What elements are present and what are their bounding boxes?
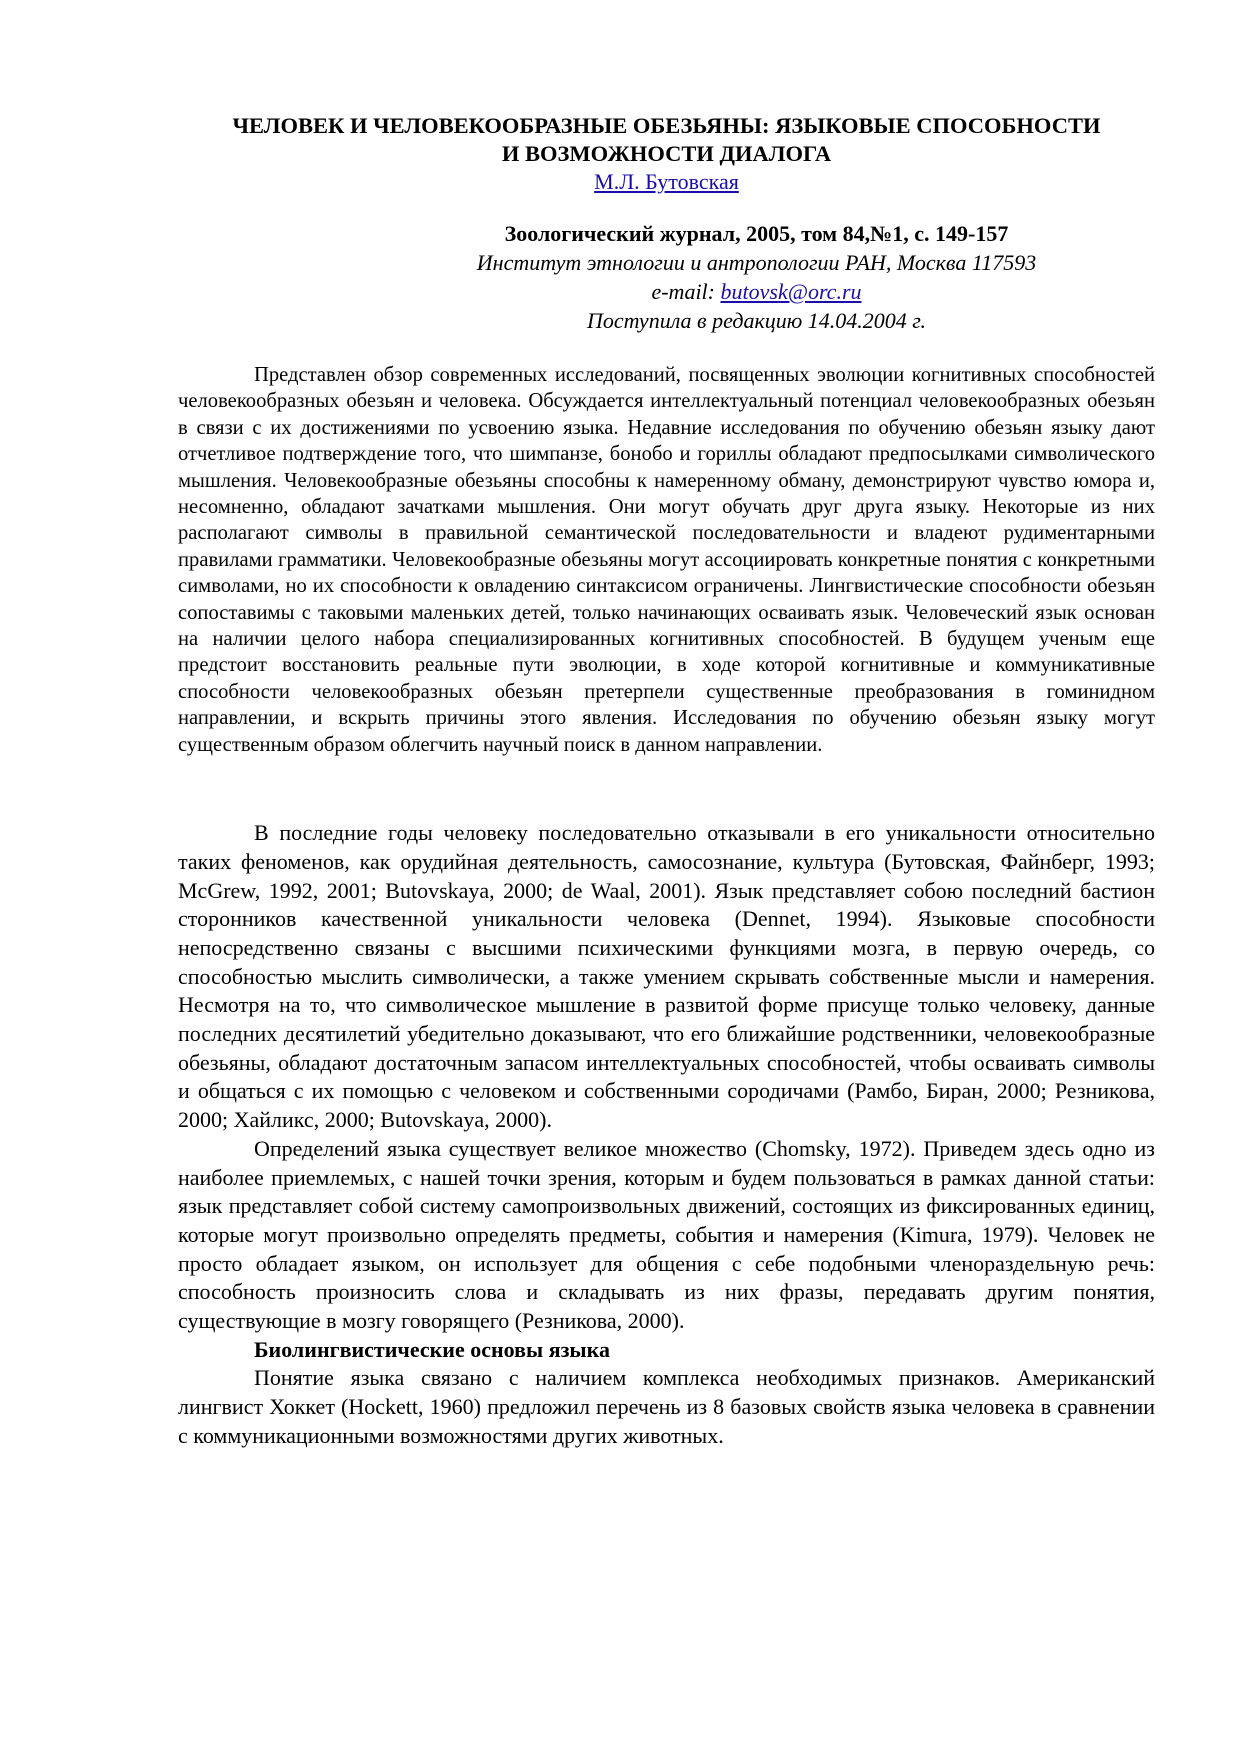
email-line — [358, 277, 1155, 306]
body-paragraph-3: Понятие языка связано с наличием комплекса необходимых признаков. Американский лингвист Хоккет (Hockett, 1960) предложил перечень из 8 базовых свойств языка человека в сравнении с коммуникационными возможностями других животных. — [178, 1365, 1155, 1448]
email-link[interactable]: butovsk@orc.ru — [720, 279, 862, 304]
body-paragraph-1: В последние годы человеку последовательно отказывали в его уникальности относительно таких феноменов, как орудийная деятельность, самосознание, культура (Бутовская, Файнберг, 1993; McGrew, 1992, 2001; Butovskaya, 2000; de Waal, 2001). Язык представляет собою последний бастион сторонников качественной уникальности человека (Dennet, 1994). Языковые способности непосредственно связаны с высшими психическими функциями мозга, в первую очередь, со способностью мыслить символически, а также умением скрывать собственные мысли и намерения. Несмотря на то, что символическое мышление в развитой форме присуще только человеку, данные последних десятилетий убедительно доказывают, что его ближайшие родственники, человекообразные обезьяны, обладают достаточным запасом интеллектуальных способностей, чтобы осваивать символы и общаться с их помощью с человеком и собственными сородичами (Рамбо, Биран, 2000; Резникова, 2000; Хайликс, 2000; Butovskaya, 2000). — [178, 820, 1155, 1133]
journal-reference: Зоологический журнал, 2005, том 84,№1, с. 149-157 — [504, 221, 1009, 246]
citation-block — [178, 219, 1155, 335]
author-link[interactable]: М.Л. Бутовская — [594, 169, 739, 194]
article-title-line-2: И ВОЗМОЖНОСТИ ДИАЛОГА — [501, 141, 832, 166]
section-heading: Биолингвистические основы языка — [254, 1336, 610, 1362]
abstract-paragraph: Представлен обзор современных исследований, посвященных эволюции когнитивных способностей человекообразных обезьян и человека. Обсуждается интеллектуальный потенциал человекообразных обезьян в связи с их достижениями по усвоению языка. Недавние исследования по обучению обезьян языку дают отчетливое подтверждение того, что шимпанзе, бонобо и гориллы обладают предпосылками символического мышления. Человекообразные обезьяны способны к намеренному обману, демонстрируют чувство юмора и, несомненно, обладают зачатками мышления. Они могут обучать друг друга языку. Некоторые из них располагают символы в правильной семантической последовательности и владеют рудиментарными правилами грамматики. Человекообразные обезьяны могут ассоциировать конкретные понятия с конкретными символами, но их способности к овладению синтаксисом ограничены. Лингвистические способности обезьян сопоставимы с таковыми маленьких детей, только начинающих осваивать язык. Человеческий язык основан на наличии целого набора специализированных когнитивных способностей. В будущем ученым еще предстоит восстановить реальные пути эволюции, в ходе которой когнитивные и коммуникативные способности человекообразных обезьян претерпели существенные преобразования в гоминидном направлении, и вскрыть причины этого явления. Исследования по обучению обезьян языку могут существенным образом облегчить научный поиск в данном направлении. — [178, 364, 1155, 756]
author-line — [178, 168, 1155, 196]
article-title-line-1: ЧЕЛОВЕК И ЧЕЛОВЕКООБРАЗНЫЕ ОБЕЗЬЯНЫ: ЯЗЫКОВЫЕ СПОСОБНОСТИ — [232, 113, 1101, 138]
article-page — [178, 112, 1155, 1451]
article-title — [178, 112, 1155, 168]
body-paragraph-2: Определений языка существует великое множество (Chomsky, 1972). Приведем здесь одно из наиболее приемлемых, с нашей точки зрения, которым и будем пользоваться в рамках данной статьи: язык представляет собой систему самопроизвольных движений, состоящих из фиксированных единиц, которые могут произвольно определять предметы, события и намерения (Kimura, 1979). Человек не просто обладает языком, он использует для общения с себе подобными членораздельную речь: способность произносить слова и складывать из них фразы, передавать другим понятия, существующие в мозгу говорящего (Резникова, 2000). — [178, 1135, 1155, 1334]
received-date: Поступила в редакцию 14.04.2004 г. — [586, 308, 927, 333]
article-body — [178, 819, 1155, 1450]
affiliation: Институт этнологии и антропологии РАН, Москва 117593 — [476, 250, 1037, 275]
email-label: e-mail: — [651, 279, 721, 304]
